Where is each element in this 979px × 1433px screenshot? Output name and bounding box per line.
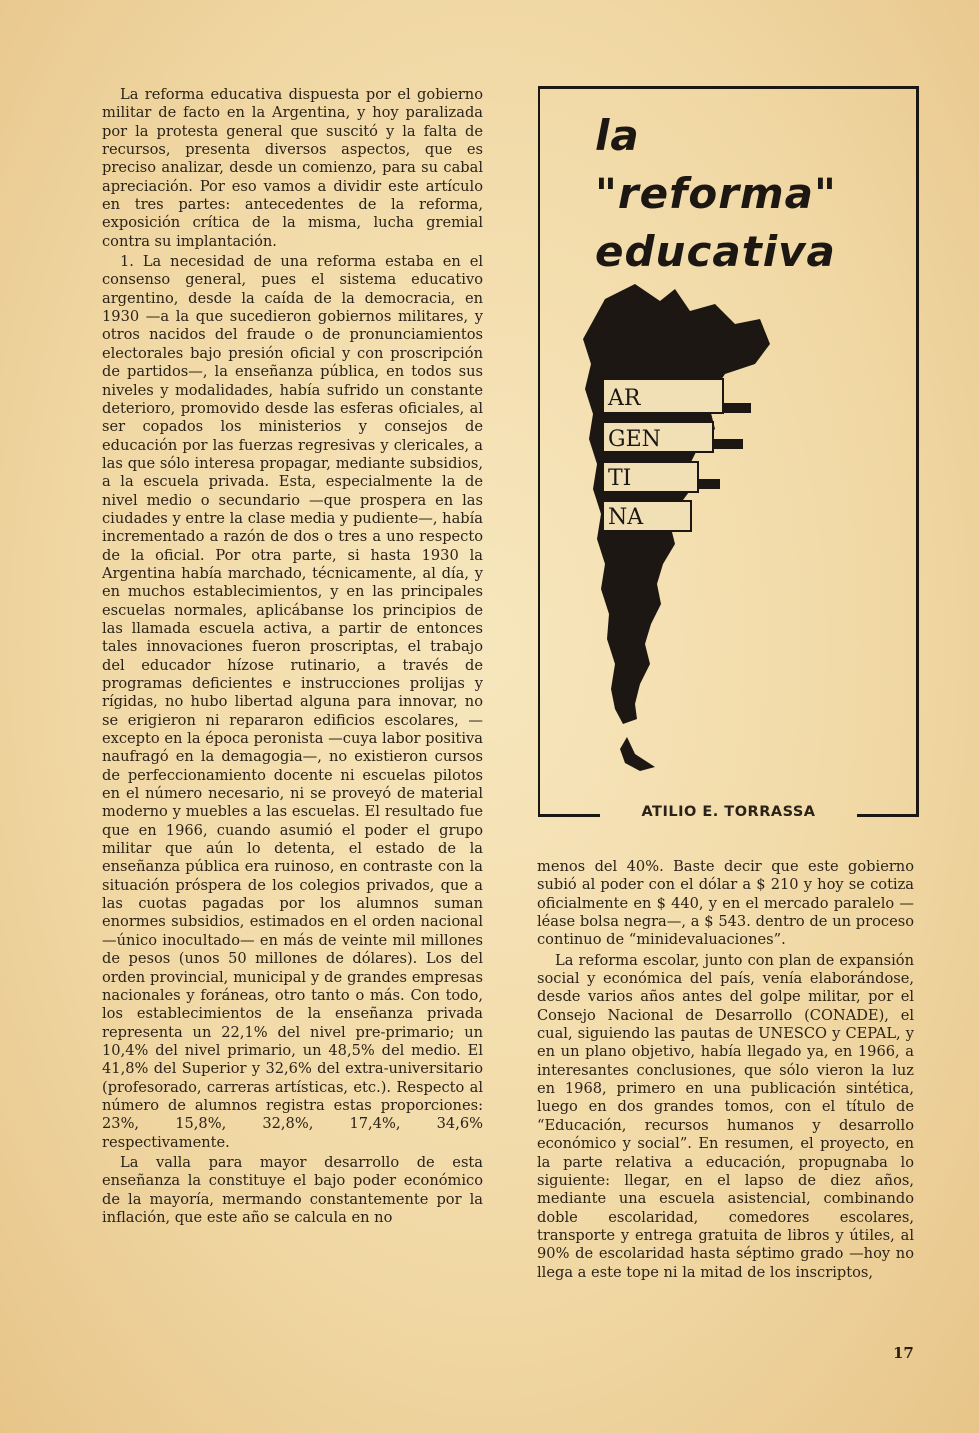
argentina-map-icon: [565, 279, 825, 789]
paragraph-conade: La reforma escolar, junto con plan de expansión social y económica del país, venía elaborándose, desde varios años antes del golpe militar, por el Consejo Nacional de Desarrollo (CONADE), el cual, siguiendo las pautas de UNESCO y CEPAL, y en un plano objetivo, había llegado ya, en 1966, a interesantes conclusiones, que sólo vieron la luz en 1968, primero en una publicación sintética, luego en dos grandes tomos, con el título de “Educación, recursos humanos y desarrollo económico y social”. En resumen, el proyecto, en la parte relativa a educación, propugnaba lo siguiente: llegar, en el lapso de diez años, mediante una escuela asistencial, combinando doble escolaridad, comedores escolares, transporte y entrega gratuita de libros y útiles, al 90% de escolaridad hasta séptimo grado —hoy no llega a este tope ni la mitad de los inscriptos,: [537, 951, 914, 1281]
word-bar-gen-tail: [713, 439, 743, 449]
title-line-reforma: "reforma": [595, 169, 837, 218]
author-byline: ATILIO E. TORRASSA: [641, 804, 816, 820]
title-line-educativa: educativa: [595, 227, 836, 276]
map-word-gen: GEN: [608, 427, 661, 452]
title-line-la: la: [595, 111, 640, 160]
title-box: [538, 86, 919, 817]
right-column: [537, 858, 914, 1284]
map-word-ar: AR: [608, 386, 641, 411]
map-word-na: NA: [608, 505, 644, 530]
byline-rule-right: [857, 814, 917, 817]
map-tierra-del-fuego: [620, 737, 655, 771]
map-word-ti: TI: [608, 466, 632, 491]
article-title: [595, 107, 837, 281]
page-number: 17: [893, 1344, 914, 1362]
paragraph-inflation: menos del 40%. Baste decir que este gobierno subió al poder con el dólar a $ 210 y hoy se cotiza oficialmente en $ 440, y en el mercado paralelo —léase bolsa negra—, a $ 543. dentro de un proceso continuo de “minidevaluaciones”.: [537, 858, 914, 949]
paragraph-barrier: La valla para mayor desarrollo de esta enseñanza la constituye el bajo poder económico de la mayoría, mermando constantemente por la inflación, que este año se calcula en no: [102, 1153, 483, 1226]
left-column: [102, 86, 483, 1229]
paragraph-intro: La reforma educativa dispuesta por el gobierno militar de facto en la Argentina, y hoy paralizada por la protesta general que suscitó y la falta de recursos, presenta diversos aspectos, que es preciso analizar, desde un comienzo, para su cabal apreciación. Por eso vamos a dividir este artículo en tres partes: antecedentes de la reforma, exposición crítica de la misma, lucha gremial contra su implantación.: [102, 86, 483, 250]
byline-row: [538, 804, 919, 824]
word-bar-ar-tail: [723, 403, 751, 413]
word-bar-ti-tail: [698, 479, 720, 489]
paragraph-antecedents: 1. La necesidad de una reforma estaba en el consenso general, pues el sistema educativo argentino, desde la caída de la democracia, en 1930 —a la que sucedieron gobiernos militares, y otros nacidos del fraude o de pronunciamientos electorales bajo presión oficial y con proscripción de partidos—, la enseñanza pública, en todos sus niveles y modalidades, había sufrido un constante deterioro, promovido desde las esferas oficiales, al ser copados los ministerios y consejos de educación por las fuerzas regresivas y clericales, a las que sólo interesa propagar, mediante subsidios, a la escuela privada. Esta, especialmente la de nivel medio o secundario —que prospera en las ciudades y entre la clase media y pudiente—, había incrementado a razón de dos o tres a uno respecto de la oficial. Por otra parte, si hasta 1930 la Argentina había marchado, técnicamente, al día, y en muchos establecimientos, y en las principales escuelas normales, aplicábanse los principios de las llamada escuela activa, a partir de entonces tales innovaciones fueron proscriptas, el trabajo del educador hízose rutinario, a través de programas deficientes e instrucciones prolijas y rígidas, no hubo libertad alguna para innovar, no se erigieron ni repararon edificios escolares, —excepto en la época peronista —cuya labor positiva naufragó en la demagogia—, no existieron cursos de perfeccionamiento docente ni escuelas pilotos en el número necesario, ni se proveyó de material moderno y muebles a las escuelas. El resultado fue que en 1966, cuando asumió el poder el grupo militar que aún lo detenta, el estado de la enseñanza pública era ruinoso, en contraste con la situación próspera de los colegios privados, que a las cuotas pagadas por los alumnos suman enormes subsidios, estimados en el orden nacional —único inocultado— en más de veinte mil millones de pesos (unos 50 millones de dólares). Los del orden provincial, municipal y de grandes empresas nacionales y foráneas, otro tanto o más. Con todo, los establecimientos de la enseñanza privada representa un 22,1% del nivel pre-primario; un 10,4% del nivel primario, un 48,5% del medio. El 41,8% del Superior y 32,6% del extra-universitario (profesorado, carreras artísticas, etc.). Respecto al número de alumnos registra estas proporciones: 23%, 15,8%, 32,8%, 17,4%, 34,6% respectivamente.: [102, 253, 483, 1151]
